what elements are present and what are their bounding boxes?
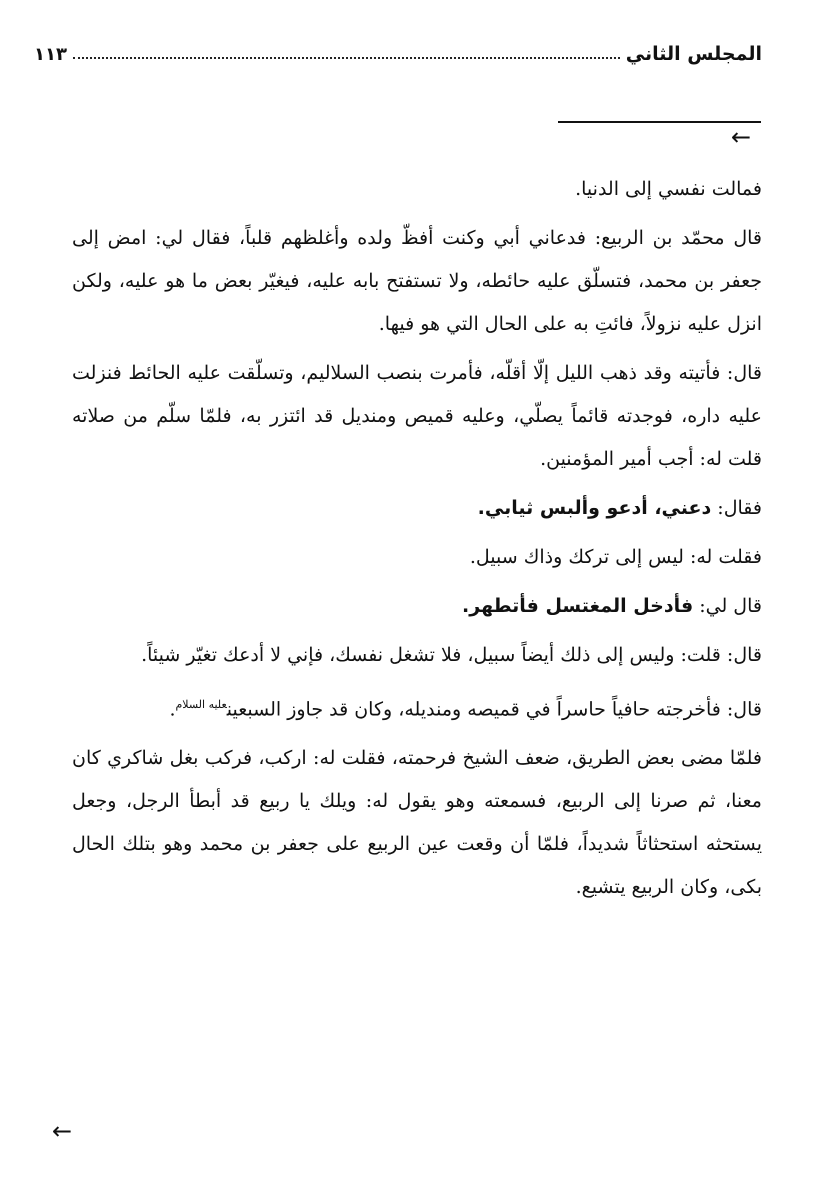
paragraph-5: فقلت له: ليس إلى تركك وذاك سبيل.	[469, 546, 762, 568]
paragraph-6-quote: فأدخل المغتسل فأتطهر.	[462, 595, 694, 617]
header-title: المجلس الثاني	[625, 43, 762, 65]
paragraph-3: قال: فأتيته وقد ذهب الليل إلّا أقلّه، فأمرت بنصب السلاليم، وتسلّقت عليه الحائط فنزلت عليه داره، فوجدته قائماً يصلّي، وعليه قميص ومنديل قد ائتزر به، فلمّا سلّم من صلاته قلت له: أجب أمير المؤمنين.	[72, 362, 762, 470]
paragraph-8-stop: .	[169, 698, 176, 721]
arrow-left-icon-bottom: ←	[52, 1117, 73, 1145]
honorific-symbol: عليه السلام	[175, 698, 227, 711]
page-number: ١١٣	[34, 44, 67, 65]
running-header	[34, 30, 762, 64]
body-text	[72, 168, 762, 915]
paragraph-6	[72, 585, 762, 628]
header-dot-leader	[73, 56, 620, 59]
paragraph-8	[72, 683, 762, 731]
paragraph-8-text: قال: فأخرجته حافياً حاسراً في قميصه ومنديله، وكان قد جاوز السبعين	[226, 698, 762, 721]
paragraph-9: فلمّا مضى بعض الطريق، ضعف الشيخ فرحمته، فقلت له: اركب، فركب بغل شاكري كان معنا، ثم صرنا إلى الربيع، فسمعته وهو يقول له: ويلك يا ربيع قد أبطأ الرجل، وجعل يستحثه استحثاثاً شديداً، فلمّا أن وقعت عين الربيع على جعفر بن محمد وهو بتلك الحال بكى، وكان الربيع يتشيع.	[72, 747, 762, 899]
paragraph-7: قال: قلت: وليس إلى ذلك أيضاً سبيل، فلا تشغل نفسك، فإني لا أدعك تغيّر شيئاً.	[141, 644, 762, 666]
arrow-left-icon: ←	[731, 123, 752, 151]
paragraph-6-prefix: قال لي:	[693, 595, 762, 617]
paragraph-2: قال محمّد بن الربيع: فدعاني أبي وكنت أفظّ ولده وأغلظهم قلباً، فقال لي: امض إلى جعفر بن محمد، فتسلّق عليه حائطه، ولا تستفتح بابه عليه، فيغيّر بعض ما هو عليه، ولكن انزل عليه نزولاً، فائتِ به على الحال التي هو فيها.	[72, 227, 762, 335]
paragraph-4	[72, 487, 762, 530]
paragraph-1: فمالت نفسي إلى الدنيا.	[575, 178, 762, 200]
paragraph-4-prefix: فقال:	[711, 497, 762, 519]
paragraph-4-quote: دعني، أدعو وألبس ثيابي.	[477, 497, 712, 519]
